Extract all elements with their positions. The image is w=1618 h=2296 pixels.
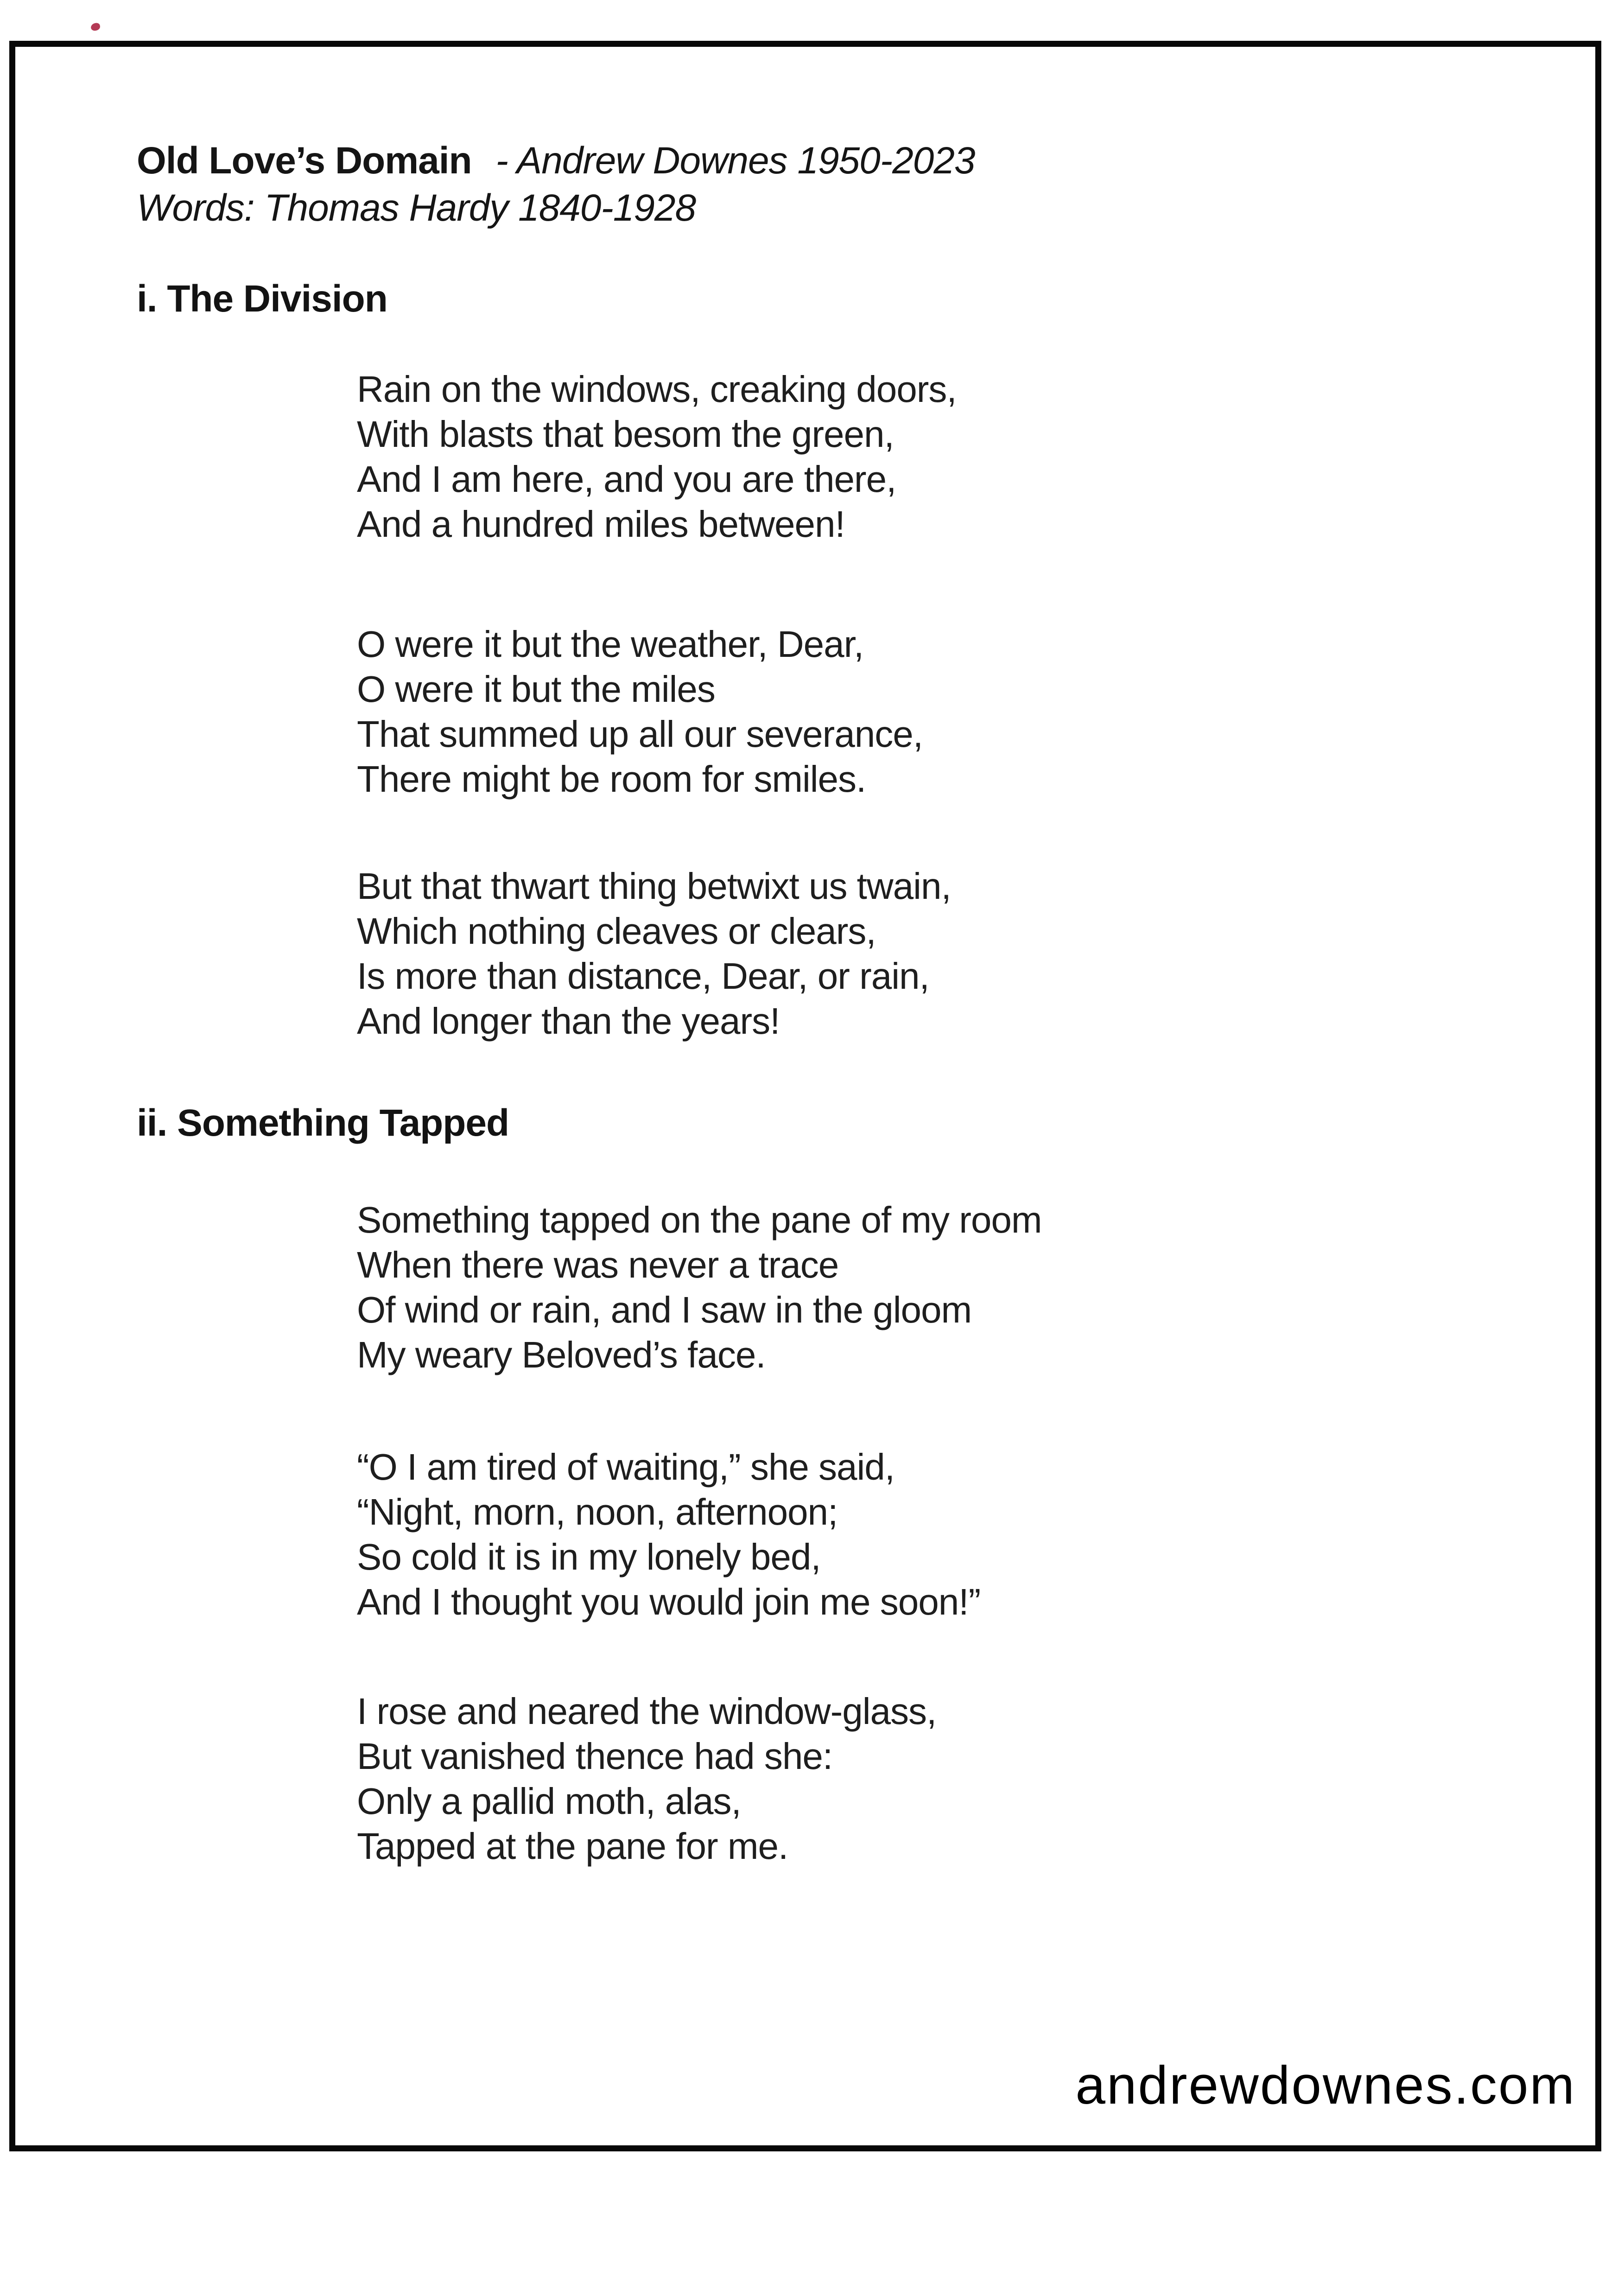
poem-line: But vanished thence had she: — [357, 1736, 833, 1777]
poem-line: And I thought you would join me soon!” — [357, 1581, 981, 1622]
poem-line: I rose and neared the window-glass, — [357, 1691, 937, 1732]
poem-line: When there was never a trace — [357, 1244, 839, 1285]
website-url-text: andrewdownes.com — [1075, 2055, 1576, 2115]
page-title — [137, 138, 975, 184]
stanza — [357, 1197, 1042, 1377]
poem-line: With blasts that besom the green, — [357, 413, 894, 455]
poem-line: Rain on the windows, creaking doors, — [357, 369, 957, 410]
poem-line: And a hundred miles between! — [357, 503, 845, 545]
poem-line: Which nothing cleaves or clears, — [357, 910, 876, 952]
poem-line: And longer than the years! — [357, 1000, 780, 1042]
poem-line: O were it but the weather, Dear, — [357, 623, 864, 665]
poem-line: Something tapped on the pane of my room — [357, 1199, 1042, 1240]
stanza — [357, 622, 923, 801]
poem-line: And I am here, and you are there, — [357, 458, 896, 500]
poem-line: That summed up all our severance, — [357, 713, 923, 755]
poem-line: Tapped at the pane for me. — [357, 1825, 788, 1867]
stanza — [357, 1444, 980, 1624]
section-heading-something-tapped: ii. Something Tapped — [137, 1102, 509, 1144]
page-border-frame — [9, 41, 1601, 2151]
poem-line: My weary Beloved’s face. — [357, 1334, 766, 1375]
lyricist-credit: Words: Thomas Hardy 1840-1928 — [137, 187, 696, 229]
stanza — [357, 864, 951, 1043]
stanza — [357, 367, 957, 547]
poem-line: But that thwart thing betwixt us twain, — [357, 865, 951, 907]
stanza — [357, 1689, 936, 1869]
section-heading-the-division: i. The Division — [137, 278, 387, 320]
composer-credit: - Andrew Downes 1950-2023 — [495, 140, 975, 182]
poem-line: Is more than distance, Dear, or rain, — [357, 955, 929, 997]
work-title: Old Love’s Domain — [137, 140, 472, 182]
poem-line: “Night, morn, noon, afternoon; — [357, 1491, 838, 1533]
scan-artifact-red-dot-top — [90, 22, 101, 32]
poem-line: There might be room for smiles. — [357, 758, 866, 800]
poem-line: “O I am tired of waiting,” she said, — [357, 1446, 895, 1488]
poem-line: So cold it is in my lonely bed, — [357, 1536, 821, 1577]
poem-line: Of wind or rain, and I saw in the gloom — [357, 1289, 972, 1330]
poem-line: O were it but the miles — [357, 668, 715, 710]
poem-line: Only a pallid moth, alas, — [357, 1781, 741, 1822]
